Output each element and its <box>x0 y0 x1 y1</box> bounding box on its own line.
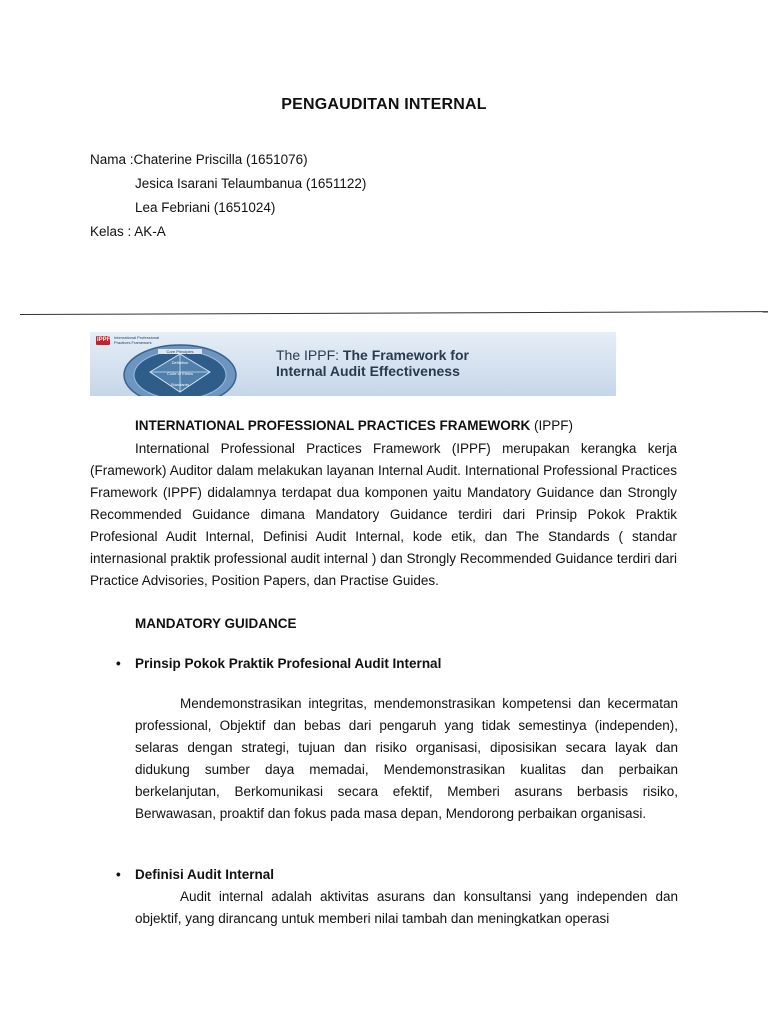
ippf-heading <box>135 418 573 433</box>
bullet-1-paragraph: Mendemonstrasikan integritas, mendemonstrasikan kompetensi dan kecermatan professional, Objektif dan bebas dari pengaruh yang tidak semestinya (independen), selaras dengan strategi, tujuan dan risiko organisasi, diposisikan secara layak dan didukung sumber daya memadai, Mendemonstrasikan kualitas dan perbaikan berkelanjutan, Berkomunikasi secara efektif, Memberi asurans berbasis risiko, Berwawasan, proaktif dan fokus pada masa depan, Mendorong perbaikan organisasi. <box>135 696 678 821</box>
banner-line1-bold: The Framework for <box>342 347 469 363</box>
ippf-heading-normal: (IPPF) <box>530 418 574 433</box>
ippf-heading-bold: INTERNATIONAL PROFESSIONAL PRACTICES FRAMEWORK <box>135 418 531 433</box>
member-1: Chaterine Priscilla (1651076) <box>133 152 308 167</box>
bullet-2-paragraph: Audit internal adalah aktivitas asurans dan konsultansi yang independen dan objektif, yang dirancang untuk memberi nilai tambah dan meningkatkan operasi <box>135 889 678 926</box>
diagram-label-standards: Standards <box>170 382 190 387</box>
page-title: PENGAUDITAN INTERNAL <box>281 96 487 113</box>
diagram-label-definition: Definition <box>171 360 189 365</box>
members-line-1 <box>90 152 308 167</box>
banner-line1-prefix: The IPPF: <box>276 347 343 363</box>
ippf-logo-text: IPPF <box>97 337 111 343</box>
mandatory-heading: MANDATORY GUIDANCE <box>135 616 297 631</box>
class-line: Kelas : AK-A <box>90 224 166 239</box>
ippf-paragraph: International Professional Practices Framework (IPPF) merupakan kerangka kerja (Framework) Auditor dalam melakukan layanan Internal Audit. International Professional Practices Framework (IPPF) didalamnya terdapat dua komponen yaitu Mandatory Guidance dan Strongly Recommended Guidance dimana Mandatory Guidance terdiri dari Prinsip Pokok Praktik Profesional Audit Internal, Definisi Audit Internal, kode etik, dan The Standards ( standar internasional praktik professional audit internal ) dan Strongly Recommended Guidance terdiri dari Practice Advisories, Position Papers, dan Practise Guides. <box>90 441 677 588</box>
diagram-label-code-of-ethics: Code of Ethics <box>166 371 194 376</box>
ippf-banner-image <box>90 332 616 396</box>
members-label: Nama : <box>90 152 134 167</box>
banner-heading <box>276 347 469 379</box>
bullet-1-title: Prinsip Pokok Praktik Profesional Audit Internal <box>135 656 442 671</box>
bullet-2-symbol: • <box>116 867 121 882</box>
bullet-2-title: Definisi Audit Internal <box>135 867 275 882</box>
horizontal-divider <box>20 311 768 315</box>
ippf-logo-caption: International Professional Practices Framework <box>114 335 160 345</box>
member-2: Jesica Isarani Telaumbanua (1651122) <box>135 176 367 191</box>
member-3: Lea Febriani (1651024) <box>135 200 276 215</box>
diagram-label-core-principles: Core Principles <box>166 349 194 354</box>
bullet-1-symbol: • <box>116 656 121 671</box>
ippf-diagram-icon <box>110 342 250 396</box>
banner-line2: Internal Audit Effectiveness <box>276 363 460 379</box>
